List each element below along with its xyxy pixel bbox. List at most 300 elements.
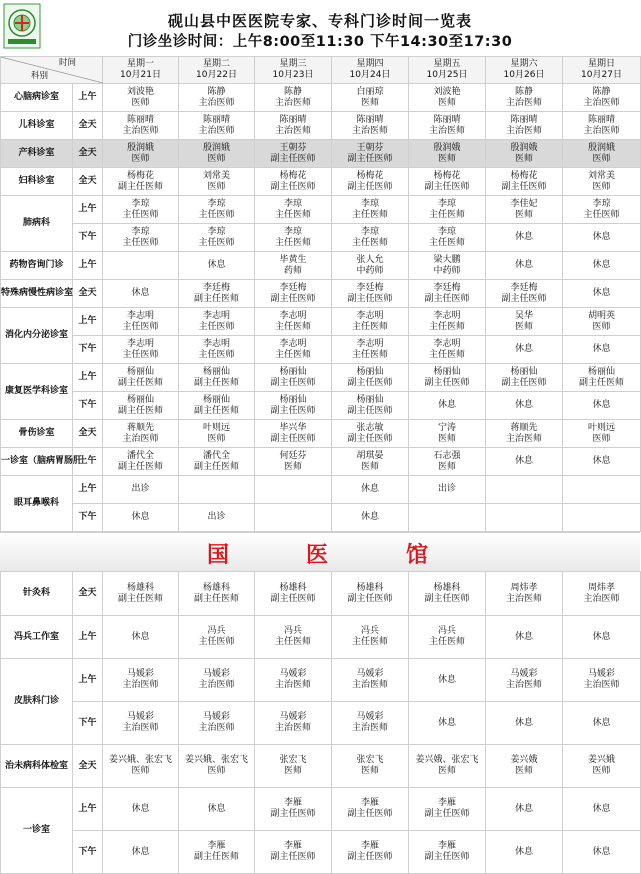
doctor-name: 周炜孝 [510,582,538,593]
period-cell: 下午 [73,831,103,874]
doctor-name: 休息 [131,803,150,814]
doctor-title: 副主任医师 [193,852,239,862]
doctor-name: 张志敏 [356,422,384,433]
schedule-cell [179,745,255,788]
schedule-cell [486,112,563,140]
doctor-title: 中药师 [356,265,384,276]
schedule-cell [332,392,409,420]
dept-cell: 心脑病诊室 [1,84,73,112]
doctor-name: 蒋顺先 [126,422,154,433]
schedule-cell [332,659,409,702]
schedule-cell [103,572,179,616]
schedule-cell [179,308,255,336]
schedule-cell [409,336,486,364]
schedule-cell [103,448,179,476]
schedule-cell [179,196,255,224]
doctor-name: 冯兵 [360,626,379,636]
doctor-name: 李志明 [202,310,230,321]
doctor-title: 主任医师 [428,637,465,647]
doctor-title: 副主任医师 [117,181,163,192]
schedule-cell [103,196,179,224]
schedule-cell [179,112,255,140]
schedule-cell [179,702,255,745]
doctor-title: 副主任医师 [347,433,393,444]
period-cell: 下午 [73,224,103,252]
doctor-name: 李雁 [437,798,456,808]
dept-cell: 产科诊室 [1,140,73,168]
table-row [1,420,641,448]
doctor-title: 医师 [437,97,456,108]
schedule-cell [563,448,641,476]
doctor-title: 主治医师 [505,593,542,604]
dept-cell: 药物咨询门诊 [1,252,73,280]
schedule-cell [103,364,179,392]
schedule-cell [486,572,563,616]
header [0,0,640,56]
doctor-title: 副主任医师 [501,181,547,192]
schedule-cell [563,364,641,392]
doctor-title: 主任医师 [198,237,235,248]
schedule-cell [179,616,255,659]
day-header [486,57,563,84]
doctor-name: 李廷梅 [356,282,384,293]
schedule-cell [486,504,563,532]
doctor-title: 副主任医师 [347,852,393,862]
doctor-name: 李琼 [592,198,611,209]
doctor-name: 殷润娥 [126,142,154,153]
banner-char-2: 医 [306,542,329,568]
header-row [1,57,641,84]
doctor-name: 姜兴娥、张宏飞 [184,755,248,765]
doctor-title: 主任医师 [351,349,388,360]
period-cell: 全天 [73,745,103,788]
doctor-title: 副主任医师 [270,293,316,304]
table-row [1,280,641,308]
doctor-name: 冯兵 [437,626,456,636]
doctor-title: 医师 [437,766,456,776]
doctor-title: 副主任医师 [270,153,316,164]
schedule-cell [563,196,641,224]
doctor-name: 姜兴娥 [510,755,538,765]
schedule-cell [486,745,563,788]
doctor-title: 副主任医师 [270,377,316,388]
doctor-name: 出诊 [131,484,150,494]
doctor-name: 出诊 [207,512,226,522]
schedule-cell [179,476,255,504]
doctor-name: 休息 [514,631,533,642]
schedule-cell [332,336,409,364]
schedule-cell [486,280,563,308]
schedule-cell [103,831,179,874]
doctor-name: 休息 [592,846,611,857]
schedule-cell [409,504,486,532]
doctor-title: 医师 [131,153,150,164]
period-cell: 上午 [73,252,103,280]
doctor-title: 主任医师 [274,349,311,360]
doctor-name: 马媛彩 [356,712,384,722]
schedule-cell [563,788,641,831]
doctor-name: 李廷梅 [433,282,461,293]
doctor-title: 主治医师 [505,97,542,108]
weekday-label: 星期日 [587,59,615,69]
doctor-name: 休息 [360,512,379,522]
doctor-name: 李志明 [356,310,384,321]
doctor-title: 副主任医师 [117,377,163,388]
doctor-title: 主任医师 [122,349,159,360]
schedule-cell [332,364,409,392]
corner-header [1,57,103,84]
schedule-cell [103,392,179,420]
period-cell: 全天 [73,140,103,168]
doctor-name: 休息 [437,717,456,728]
doctor-name: 李琼 [360,198,379,209]
schedule-cell [486,140,563,168]
doctor-name: 潘代全 [202,450,230,461]
doctor-title: 主治医师 [351,125,388,136]
doctor-name: 休息 [514,717,533,728]
schedule-cell [179,364,255,392]
period-cell: 全天 [73,572,103,616]
doctor-name: 叶则远 [587,422,615,433]
schedule-cell [103,336,179,364]
schedule-cell [332,788,409,831]
doctor-name: 杨丽仙 [433,366,461,377]
doctor-name: 李雁 [207,841,226,851]
doctor-name: 陈静 [207,86,226,97]
doctor-title: 医师 [514,321,533,332]
doctor-title: 主治医师 [351,680,388,690]
doctor-title: 副主任医师 [270,433,316,444]
doctor-name: 杨雄科 [356,582,384,593]
schedule-cell [255,112,332,140]
table-row [1,364,641,392]
doctor-name: 休息 [360,484,379,494]
table-row [1,788,641,831]
doctor-title: 副主任医师 [347,809,393,819]
schedule-cell [255,745,332,788]
doctor-title: 主任医师 [122,209,159,220]
doctor-name: 杨丽仙 [356,394,384,405]
doctor-title: 副主任医师 [270,809,316,819]
doctor-name: 杨雄科 [279,582,307,593]
schedule-cell [486,308,563,336]
doctor-name: 石志强 [433,450,461,461]
schedule-cell [409,788,486,831]
schedule-cell [409,196,486,224]
doctor-title: 主任医师 [428,209,465,220]
doctor-title: 医师 [592,181,611,192]
doctor-name: 李志明 [202,338,230,349]
schedule-cell [255,168,332,196]
schedule-cell [179,504,255,532]
doctor-name: 李廷梅 [279,282,307,293]
doctor-name: 蒋顺先 [510,422,538,433]
schedule-cell [409,659,486,702]
period-cell: 全天 [73,420,103,448]
dept-cell: 针灸科 [1,572,73,616]
doctor-name: 休息 [514,803,533,814]
period-cell: 下午 [73,392,103,420]
doctor-title: 主治医师 [198,97,235,108]
schedule-cell [255,140,332,168]
doctor-name: 休息 [131,288,150,298]
doctor-title: 中药师 [433,265,461,276]
doctor-title: 主治医师 [583,593,620,604]
dept-cell: 皮肤科门诊 [1,659,73,745]
doctor-name: 马媛彩 [202,669,230,679]
doctor-title: 副主任医师 [424,181,470,192]
schedule-cell [332,140,409,168]
table-row [1,448,641,476]
dept-cell: 特殊病慢性病诊室 [1,280,73,308]
schedule-cell [103,659,179,702]
doctor-title: 医师 [592,433,611,444]
doctor-name: 杨雄科 [433,582,461,593]
schedule-cell [563,308,641,336]
doctor-name: 张宏飞 [356,755,384,765]
table-row [1,308,641,336]
schedule-cell [409,168,486,196]
doctor-name: 休息 [592,456,611,466]
table-row [1,616,641,659]
schedule-cell [409,420,486,448]
doctor-title: 主治医师 [274,97,311,108]
schedule-cell [332,420,409,448]
schedule-cell [179,448,255,476]
table-row [1,140,641,168]
schedule-cell [563,252,641,280]
schedule-cell [179,420,255,448]
schedule-cell [332,224,409,252]
schedule-cell [486,420,563,448]
date-label: 10月26日 [503,70,545,80]
doctor-name: 陈丽晴 [356,114,384,125]
doctor-title: 主治医师 [122,723,159,733]
doctor-name: 出诊 [437,484,456,494]
doctor-title: 主治医师 [583,97,620,108]
doctor-title: 主任医师 [428,349,465,360]
schedule-cell [486,659,563,702]
doctor-name: 周炜孝 [587,582,615,593]
schedule-cell [486,616,563,659]
doctor-title: 医师 [437,433,456,444]
doctor-name: 胡琪晏 [356,450,384,461]
doctor-name: 李琼 [131,226,150,237]
doctor-title: 副主任医师 [501,377,547,388]
schedule-cell [563,224,641,252]
period-cell: 上午 [73,364,103,392]
schedule-cell [563,616,641,659]
dept-cell: 肺病科 [1,196,73,252]
schedule-cell [563,831,641,874]
schedule-cell [486,392,563,420]
doctor-name: 杨雄科 [126,582,154,593]
doctor-name: 李雁 [360,798,379,808]
schedule-cell [563,476,641,504]
schedule-cell [255,702,332,745]
doctor-name: 休息 [592,631,611,642]
schedule-cell [563,504,641,532]
dept-cell: 儿科诊室 [1,112,73,140]
doctor-name: 冯兵 [207,626,226,636]
date-label: 10月21日 [120,70,161,80]
schedule-cell [486,84,563,112]
doctor-name: 殷润娥 [202,142,230,153]
table-row [1,84,641,112]
doctor-title: 主治医师 [122,680,159,690]
diagonal-line [1,57,103,83]
doctor-title: 医师 [131,766,150,776]
doctor-name: 李雁 [360,841,379,851]
doctor-title: 医师 [514,209,533,220]
period-cell: 全天 [73,280,103,308]
weekday-label: 星期六 [510,59,538,69]
schedule-cell [103,252,179,280]
guoyiguan-table [0,571,641,874]
doctor-name: 王朝芬 [356,142,384,153]
doctor-name: 刘波艳 [433,86,461,97]
doctor-title: 主治医师 [351,723,388,733]
doctor-name: 休息 [592,344,611,354]
doctor-title: 主任医师 [198,349,235,360]
schedule-cell [486,831,563,874]
doctor-name: 白丽琼 [356,86,384,97]
doctor-name: 休息 [592,260,611,270]
schedule-cell [486,448,563,476]
doctor-name: 马媛彩 [202,712,230,722]
period-cell: 上午 [73,616,103,659]
doctor-name: 李琼 [283,226,302,237]
schedule-cell [332,448,409,476]
schedule-cell [563,140,641,168]
doctor-title: 副主任医师 [347,293,393,304]
schedule-cell [255,196,332,224]
schedule-cell [103,84,179,112]
schedule-cell [103,420,179,448]
schedule-cell [563,392,641,420]
doctor-name: 杨丽仙 [202,366,230,377]
date-label: 10月23日 [272,70,314,80]
schedule-cell [179,140,255,168]
doctor-title: 副主任医师 [117,461,163,472]
schedule-cell [255,336,332,364]
schedule-cell [563,168,641,196]
doctor-name: 马媛彩 [279,669,307,679]
schedule-cell [409,831,486,874]
doctor-title: 主任医师 [351,237,388,248]
doctor-name: 刘波艳 [126,86,154,97]
doctor-name: 休息 [131,512,150,522]
doctor-title: 医师 [514,153,533,164]
doctor-name: 宁涛 [437,422,456,433]
doctor-title: 主任医师 [122,237,159,248]
schedule-cell [409,572,486,616]
schedule-cell [486,364,563,392]
doctor-title: 副主任医师 [270,852,316,862]
doctor-title: 主任医师 [351,637,388,647]
schedule-cell [255,252,332,280]
weekday-label: 星期五 [433,59,461,69]
schedule-cell [103,788,179,831]
schedule-cell [332,745,409,788]
doctor-name: 休息 [514,456,533,466]
doctor-title: 副主任医师 [347,377,393,388]
schedule-cell [409,84,486,112]
doctor-title: 医师 [283,461,302,472]
doctor-title: 主任医师 [351,321,388,332]
doctor-name: 李琼 [131,198,150,209]
schedule-cell [179,84,255,112]
doctor-name: 杨丽仙 [279,394,307,405]
schedule-cell [409,745,486,788]
doctor-name: 休息 [592,717,611,728]
doctor-title: 主治医师 [274,723,311,733]
day-header [255,57,332,84]
schedule-cell [255,572,332,616]
doctor-name: 休息 [131,631,150,642]
doctor-name: 李琼 [437,226,456,237]
table-row [1,504,641,532]
doctor-title: 主治医师 [122,433,159,444]
dept-cell: 妇科诊室 [1,168,73,196]
doctor-title: 医师 [131,97,150,108]
schedule-cell [409,616,486,659]
schedule-cell [255,616,332,659]
day-header [409,57,486,84]
doctor-title: 副主任医师 [193,593,239,604]
doctor-name: 休息 [592,288,611,298]
doctor-title: 医师 [592,153,611,164]
doctor-name: 王朝芬 [279,142,307,153]
doctor-name: 姜兴娥 [587,755,615,765]
schedule-cell [179,392,255,420]
doctor-title: 副主任医师 [347,405,393,416]
doctor-title: 主治医师 [198,723,235,733]
doctor-title: 副主任医师 [193,405,239,416]
schedule-cell [486,702,563,745]
doctor-name: 陈丽晴 [587,114,615,125]
schedule-cell [255,280,332,308]
doctor-name: 陈静 [283,86,302,97]
table-row [1,702,641,745]
doctor-name: 马媛彩 [279,712,307,722]
period-cell: 全天 [73,168,103,196]
doctor-name: 杨梅花 [433,170,461,181]
doctor-name: 叶则远 [202,422,230,433]
schedule-cell [563,112,641,140]
schedule-cell [103,112,179,140]
doctor-title: 副主任医师 [578,377,624,388]
schedule-table [0,56,641,532]
doctor-name: 何廷芬 [279,450,307,461]
period-cell: 上午 [73,659,103,702]
table-row [1,252,641,280]
doctor-title: 副主任医师 [347,593,393,604]
schedule-cell [179,788,255,831]
doctor-title: 副主任医师 [424,852,470,862]
schedule-cell [332,476,409,504]
schedule-cell [103,476,179,504]
doctor-title: 主治医师 [122,125,159,136]
doctor-title: 主任医师 [274,321,311,332]
doctor-name: 休息 [437,400,456,410]
doctor-name: 休息 [592,803,611,814]
dept-cell: 一诊室（脑病胃肠肝 [1,448,73,476]
schedule-cell [255,504,332,532]
schedule-cell [103,224,179,252]
doctor-name: 陈丽晴 [126,114,154,125]
doctor-title: 主治医师 [505,125,542,136]
